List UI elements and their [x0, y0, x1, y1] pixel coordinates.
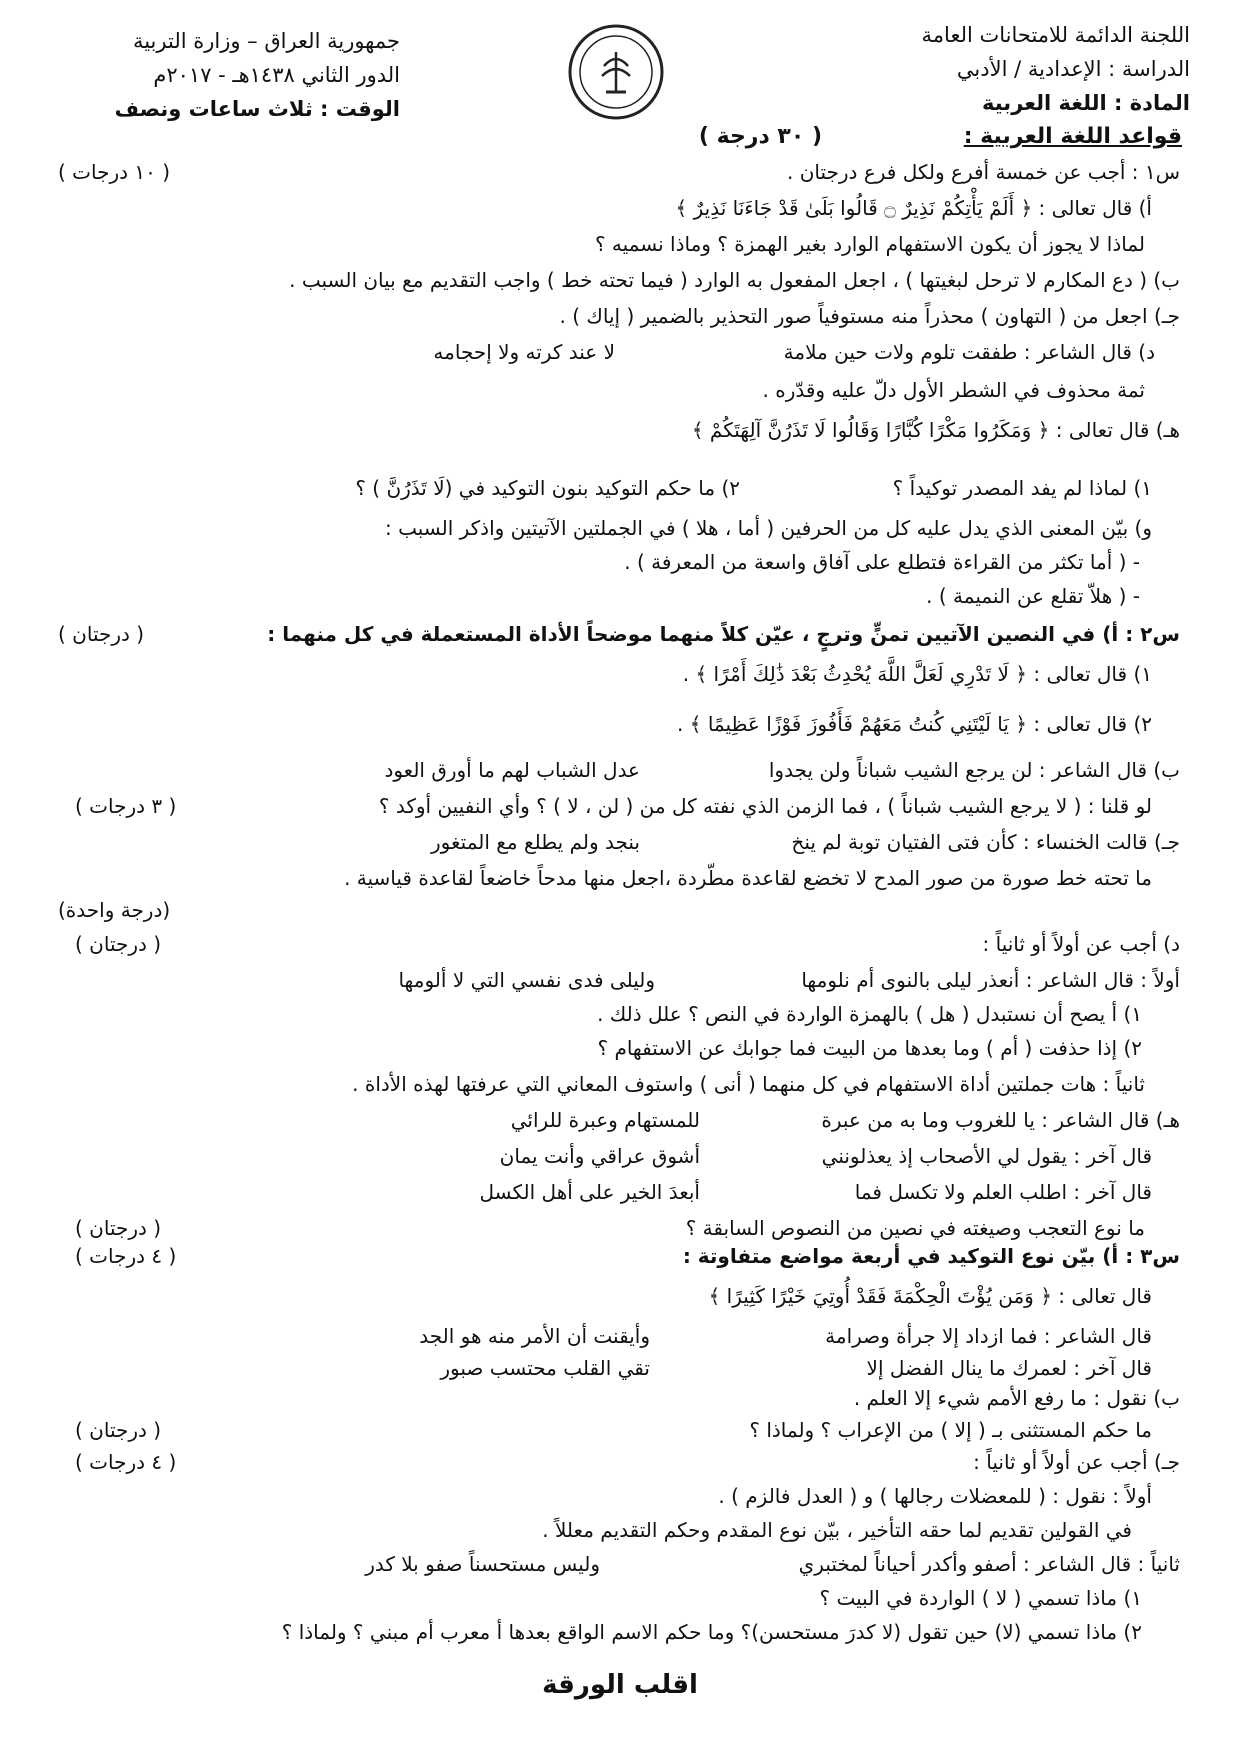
q1-f2: - ( هلاّ تقلع عن النميمة ) . — [926, 584, 1140, 608]
q2-c-second: بنجد ولم يطلع مع المتغور — [431, 830, 640, 854]
q2-e3-first: قال آخر : اطلب العلم ولا تكسل فما — [854, 1180, 1152, 1204]
q2-a1: ١) قال تعالى : ﴿ لَا تَدْرِي لَعَلَّ اللَّهَ يُحْدِثُ بَعْدَ ذَٰلِكَ أَمْرًا ﴾ . — [682, 662, 1152, 686]
q2-e3-second: أبعدَ الخير على أهل الكسل — [479, 1180, 700, 1204]
q2-b-marks: ( ٣ درجات ) — [75, 794, 177, 818]
q2-a2: ٢) قال تعالى : ﴿ يَا لَيْتَنِي كُنتُ مَعَهُمْ فَأَفُوزَ فَوْزًا عَظِيمًا ﴾ . — [677, 712, 1152, 736]
q2-title: س٢ : أ) في النصين الآتيين تمنٍّ وترجٍ ، عيّن كلاً منهما موضحاً الأداة المستعملة في كل منهما : — [267, 622, 1180, 646]
q3-c2-q2: ٢) ماذا تسمي (لا) حين تقول (لا كدرَ مستحسن)؟ وما حكم الاسم الواقع بعدها أ معرب أم مبني ؟ ولماذا ؟ — [281, 1620, 1142, 1644]
q3-title: س٣ : أ) بيّن نوع التوكيد في أربعة مواضع متفاوتة : — [682, 1244, 1180, 1268]
q3-b-marks: ( درجتان ) — [75, 1418, 162, 1442]
exam-time: الوقت : ثلاث ساعات ونصف — [114, 97, 400, 121]
q2-marks: ( درجتان ) — [58, 622, 145, 646]
q2-c-marks: (درجة واحدة) — [58, 898, 171, 922]
q2-c-question: ما تحته خط صورة من صور المدح لا تخضع لقاعدة مطّردة ،اجعل منها مدحاً خاضعاً لقاعدة قياسية . — [344, 866, 1152, 890]
q2-b-second: عدل الشباب لهم ما أورق العود — [384, 758, 640, 782]
q3-a2-first: قال آخر : لعمرك ما ينال الفضل إلا — [866, 1356, 1152, 1380]
q3-b: ب) نقول : ما رفع الأمم شيء إلا العلم . — [853, 1386, 1180, 1410]
header-right — [810, 18, 1190, 120]
q3-c1-question: في القولين تقديم لما حقه التأخير ، بيّن نوع المقدم وحكم التقديم معللاً . — [542, 1518, 1132, 1542]
q2-d-title: د) أجب عن أولاً أو ثانياً : — [982, 932, 1180, 956]
q1-marks: ( ١٠ درجات ) — [58, 160, 171, 184]
q2-c-first: جـ) قالت الخنساء : كأن فتى الفتيان توبة لم ينخ — [791, 830, 1180, 854]
q2-d2: ثانياً : هات جملتين أداة الاستفهام في كل منهما ( أنى ) واستوف المعاني التي عرفتها لهذه الأداة . — [352, 1072, 1145, 1096]
q2-e-marks: ( درجتان ) — [75, 1216, 162, 1240]
q3-c1: أولاً : نقول : ( للمعضلات رجالها ) و ( العدل فالزم ) . — [718, 1484, 1152, 1508]
study-track: الدراسة : الإعدادية / الأدبي — [956, 57, 1190, 81]
q1-c: جـ) اجعل من ( التهاون ) محذراً منه مستوفياً صور التحذير بالضمير ( إياك ) . — [559, 304, 1180, 328]
q3-c2-q1: ١) ماذا تسمي ( لا ) الواردة في البيت ؟ — [819, 1586, 1142, 1610]
republic-ministry: جمهورية العراق – وزارة التربية — [132, 29, 400, 53]
q1-d-first: د) قال الشاعر : طفقت تلوم ولات حين ملامة — [783, 340, 1155, 364]
q1-f1: - ( أما تكثر من القراءة فتطلع على آفاق واسعة من المعرفة ) . — [624, 550, 1140, 574]
q3-c-marks: ( ٤ درجات ) — [75, 1450, 177, 1474]
subject-name: المادة : اللغة العربية — [982, 91, 1190, 115]
q2-d1-second: وليلى فدى نفسي التي لا ألومها — [398, 968, 655, 992]
section-title: قواعد اللغة العربية : — [963, 124, 1182, 149]
q3-a1-first: قال الشاعر : فما ازداد إلا جرأة وصرامة — [825, 1324, 1152, 1348]
exam-round: الدور الثاني ١٤٣٨هـ - ٢٠١٧م — [153, 63, 400, 87]
section-marks: ( ٣٠ درجة ) — [698, 124, 822, 149]
q3-c-title: جـ) أجب عن أولاً أو ثانياً : — [973, 1450, 1180, 1474]
q3-c2-first: ثانياً : قال الشاعر : أصفو وأكدر أحياناً لمختبري — [798, 1552, 1180, 1576]
q2-e2-first: قال آخر : يقول لي الأصحاب إذ يعذلونني — [821, 1144, 1152, 1168]
q1-a-question: لماذا لا يجوز أن يكون الاستفهام الوارد بغير الهمزة ؟ وماذا نسميه ؟ — [594, 232, 1145, 256]
q2-b-question: لو قلنا : ( لا يرجع الشيب شباناً ) ، فما الزمن الذي نفته كل من ( لن ، لا ) ؟ وأي النفيين أوكد ؟ — [378, 794, 1152, 818]
q2-e-question: ما نوع التعجب وصيغته في نصين من النصوص السابقة ؟ — [685, 1216, 1145, 1240]
q1-e-q2: ٢) ما حكم التوكيد بنون التوكيد في (لَا تَذَرُنَّ ) ؟ — [355, 476, 740, 500]
q1-title: س١ : أجب عن خمسة أفرع ولكل فرع درجتان . — [787, 160, 1180, 184]
q3-b-question: ما حكم المستثنى بـ ( إلا ) من الإعراب ؟ ولماذا ؟ — [749, 1418, 1152, 1442]
q2-d1-q2: ٢) إذا حذفت ( أم ) وما بعدها من البيت فما جوابك عن الاستفهام ؟ — [597, 1036, 1142, 1060]
q2-d1-first: أولاً : قال الشاعر : أنعذر ليلى بالنوى أم نلومها — [801, 968, 1180, 992]
q3-a2-second: تقي القلب محتسب صبور — [440, 1356, 650, 1380]
q2-d1-q1: ١) أ يصح أن نستبدل ( هل ) بالهمزة الواردة في النص ؟ علل ذلك . — [597, 1002, 1142, 1026]
q3-a-verse: قال تعالى : ﴿ وَمَن يُؤْتَ الْحِكْمَةَ فَقَدْ أُوتِيَ خَيْرًا كَثِيرًا ﴾ — [708, 1284, 1152, 1308]
q1-d-question: ثمة محذوف في الشطر الأول دلّ عليه وقدّره . — [762, 378, 1145, 402]
q3-marks: ( ٤ درجات ) — [75, 1244, 177, 1268]
q2-e1-second: للمستهام وعبرة للرائي — [510, 1108, 700, 1132]
q1-e-verse: هـ) قال تعالى : ﴿ وَمَكَرُوا مَكْرًا كُبَّارًا وَقَالُوا لَا تَذَرُنَّ آلِهَتَكُمْ ﴾ — [691, 418, 1180, 442]
q2-e2-second: أشوق عراقي وأنت يمان — [499, 1144, 700, 1168]
q1-f: و) بيّن المعنى الذي يدل عليه كل من الحرفين ( أما ، هلا ) في الجملتين الآتيتين واذكر السبب : — [385, 516, 1152, 540]
q3-a1-second: وأيقنت أن الأمر منه هو الجد — [419, 1324, 650, 1348]
q1-a-verse: أ) قال تعالى : ﴿ أَلَمْ يَأْتِكُمْ نَذِيرٌ ۝ قَالُوا بَلَىٰ قَدْ جَاءَنَا نَذِيرٌ ﴾ — [675, 196, 1152, 220]
header-left — [70, 24, 400, 126]
q1-d-second: لا عند كرته ولا إحجامه — [433, 340, 615, 364]
q2-e1-first: هـ) قال الشاعر : يا للغروب وما به من عبرة — [821, 1108, 1180, 1132]
q2-d-marks: ( درجتان ) — [75, 932, 162, 956]
ministry-seal-icon — [566, 22, 666, 122]
committee-name: اللجنة الدائمة للامتحانات العامة — [921, 23, 1190, 47]
q1-b: ب) ( دع المكارم لا ترحل لبغيتها ) ، اجعل المفعول به الوارد ( فيما تحته خط ) واجب التقديم مع بيان السبب . — [289, 268, 1180, 292]
q1-e-q1: ١) لماذا لم يفد المصدر توكيداً ؟ — [892, 476, 1152, 500]
q3-c2-second: وليس مستحسناً صفو بلا كدر — [365, 1552, 600, 1576]
q2-b-first: ب) قال الشاعر : لن يرجع الشيب شباناً ولن يجدوا — [768, 758, 1180, 782]
turn-page-note: اقلب الورقة — [542, 1670, 698, 1700]
